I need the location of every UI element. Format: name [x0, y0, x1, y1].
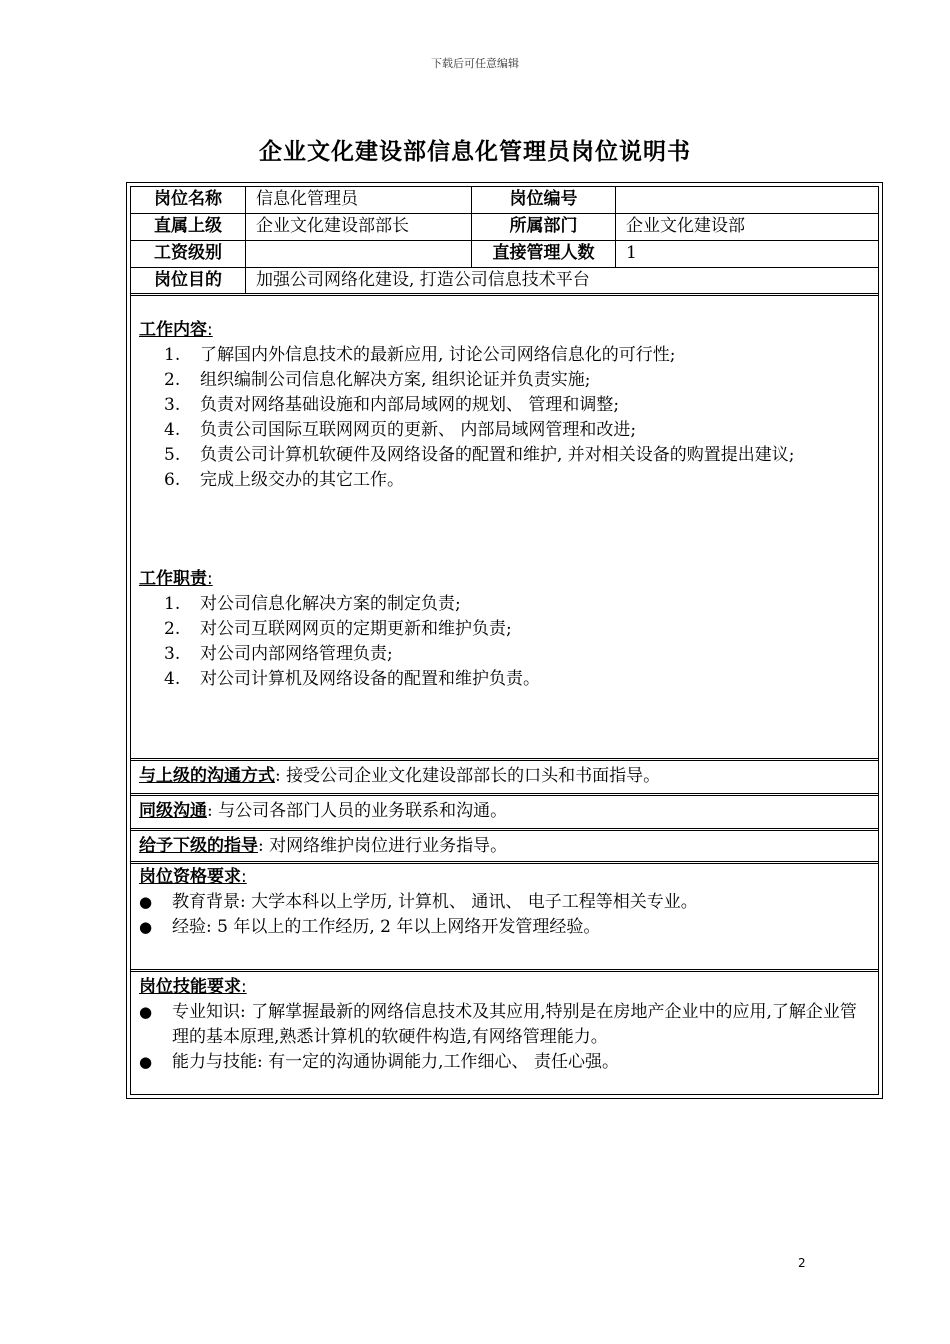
heading-colon: :: [241, 977, 247, 997]
list-item: [131, 418, 878, 443]
list-item-text: 完成上级交办的其它工作。: [200, 470, 404, 490]
list-item: [131, 617, 878, 642]
divider: [615, 187, 616, 268]
list-item-text: 对公司互联网网页的定期更新和维护负责;: [200, 619, 512, 639]
list-item: [131, 468, 878, 493]
communication-superior: [139, 764, 660, 788]
list-item-text: 组织编制公司信息化解决方案, 组织论证并负责实施;: [200, 370, 591, 390]
work-content-heading: [139, 318, 213, 342]
position-name-value: 信息化管理员: [256, 189, 358, 209]
row-divider: [131, 293, 878, 296]
table-inner-border: [130, 186, 879, 1095]
list-item-text: 能力与技能: 有一定的沟通协调能力,工作细心、 责任心强。: [172, 1052, 619, 1072]
list-item-number: 4.: [164, 420, 181, 440]
list-item-text: 对公司信息化解决方案的制定负责;: [200, 594, 461, 614]
qualifications-list: [131, 890, 878, 940]
guidance-subordinate: [139, 834, 507, 858]
communication-superior-heading: 与上级的沟通方式: [139, 766, 275, 786]
department-value: 企业文化建设部: [626, 216, 745, 236]
list-item-text: 负责公司计算机软硬件及网络设备的配置和维护, 并对相关设备的购置提出建议;: [200, 445, 795, 465]
work-content-list: [131, 343, 878, 493]
salary-grade-value: [247, 241, 471, 268]
position-code-label: 岗位编号: [509, 189, 578, 209]
work-duties-list: [131, 592, 878, 692]
heading-colon: :: [207, 569, 213, 589]
row-divider: [131, 758, 878, 761]
department-label: 所属部门: [509, 216, 578, 236]
heading-colon: :: [207, 320, 213, 340]
row-divider: [131, 861, 878, 864]
list-item-number: 6.: [164, 470, 181, 490]
purpose-value: 加强公司网络化建设, 打造公司信息技术平台: [256, 270, 590, 290]
skills-heading-text: 岗位技能要求: [139, 977, 241, 997]
list-item-number: 3.: [164, 644, 181, 664]
bullet-icon: ●: [139, 918, 153, 936]
salary-grade-label: 工资级别: [154, 243, 222, 263]
heading-colon: :: [241, 867, 247, 887]
job-description-table: [126, 182, 883, 1099]
qualifications-heading: [139, 865, 247, 889]
work-content-heading-text: 工作内容: [139, 320, 207, 340]
superior-label: 直属上级: [154, 216, 222, 236]
communication-superior-text: : 接受公司企业文化建设部部长的口头和书面指导。: [275, 766, 661, 786]
communication-peer-text: : 与公司各部门人员的业务联系和沟通。: [207, 801, 508, 821]
list-item-number: 1.: [164, 594, 181, 614]
list-item: [131, 667, 878, 692]
guidance-text: : 对网络维护岗位进行业务指导。: [258, 836, 508, 856]
list-item-text: 对公司计算机及网络设备的配置和维护负责。: [200, 669, 540, 689]
purpose-label: 岗位目的: [154, 270, 222, 290]
bullet-icon: ●: [139, 1053, 153, 1071]
page-number: 2: [798, 1256, 806, 1270]
list-item: [131, 443, 878, 468]
work-duties-heading: [139, 567, 213, 591]
bullet-icon: ●: [139, 1003, 153, 1021]
list-item: [131, 343, 878, 368]
skills-list: [131, 1000, 878, 1075]
row-divider: [131, 969, 878, 972]
list-item: [131, 368, 878, 393]
list-item-text: 负责公司国际互联网网页的更新、 内部局域网管理和改进;: [200, 420, 637, 440]
list-item: [131, 642, 878, 667]
list-item-number: 1.: [164, 345, 181, 365]
position-code-value: [617, 187, 877, 214]
list-item-number: 3.: [164, 395, 181, 415]
list-item-text: 了解国内外信息技术的最新应用, 讨论公司网络信息化的可行性;: [200, 345, 676, 365]
list-item: [131, 592, 878, 617]
header-note: 下载后可任意编辑: [431, 57, 519, 70]
direct-reports-label: 直接管理人数: [492, 243, 595, 263]
bullet-icon: ●: [139, 893, 153, 911]
work-duties-heading-text: 工作职责: [139, 569, 207, 589]
position-name-label: 岗位名称: [154, 189, 222, 209]
guidance-heading: 给予下级的指导: [139, 836, 258, 856]
list-item: [131, 1050, 878, 1075]
communication-peer: [139, 799, 507, 823]
list-item-text: 对公司内部网络管理负责;: [200, 644, 393, 664]
list-item-number: 5.: [164, 445, 181, 465]
list-item: [131, 915, 878, 940]
row-divider: [131, 828, 878, 831]
superior-value: 企业文化建设部部长: [256, 216, 409, 236]
list-item: [131, 1000, 878, 1050]
list-item-text: 专业知识: 了解掌握最新的网络信息技术及其应用,特别是在房地产企业中的应用,了解企业管理的基本原理,熟悉计算机的软硬件构造,有网络管理能力。: [172, 1002, 857, 1047]
direct-reports-value: 1: [626, 243, 637, 263]
list-item: [131, 890, 878, 915]
row-divider: [131, 793, 878, 796]
list-item-text: 经验: 5 年以上的工作经历, 2 年以上网络开发管理经验。: [172, 917, 601, 937]
work-section: [131, 297, 878, 759]
skills-heading: [139, 975, 247, 999]
list-item-number: 2.: [164, 619, 181, 639]
list-item-number: 2.: [164, 370, 181, 390]
list-item-text: 负责对网络基础设施和内部局域网的规划、 管理和调整;: [200, 395, 620, 415]
qualifications-heading-text: 岗位资格要求: [139, 867, 241, 887]
list-item-number: 4.: [164, 669, 181, 689]
list-item: [131, 393, 878, 418]
page-title: 企业文化建设部信息化管理员岗位说明书: [259, 139, 691, 165]
communication-peer-heading: 同级沟通: [139, 801, 207, 821]
list-item-text: 教育背景: 大学本科以上学历, 计算机、 通讯、 电子工程等相关专业。: [172, 892, 698, 912]
